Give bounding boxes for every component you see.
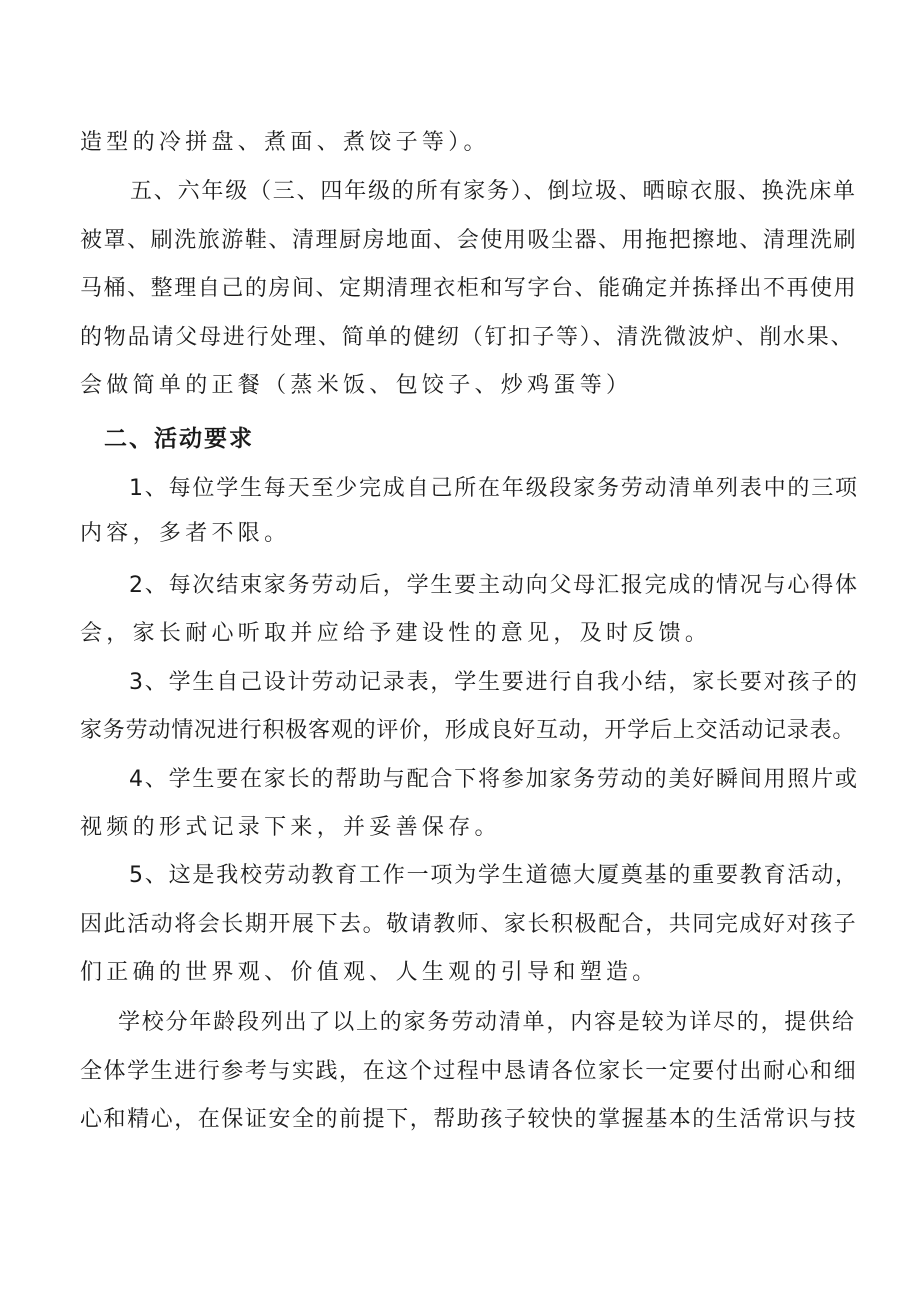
text-line: 学校分年龄段列出了以上的家务劳动清单，内容是较为详尽的，提供给 [118, 1010, 856, 1035]
text-line: 被罩、刷洗旅游鞋、清理厨房地面、会使用吸尘器、用拖把擦地、清理洗刷 [80, 228, 858, 253]
section-heading: 二、活动要求 [104, 426, 254, 452]
text-line: 视频的形式记录下来，并妥善保存。 [80, 815, 501, 840]
text-line: 5、这是我校劳动教育工作一项为学生道德大厦奠基的重要教育活动， [129, 863, 859, 888]
text-line: 的物品请父母进行处理、简单的健纫（钉扣子等）、清洗微波炉、削水果、 [80, 325, 855, 350]
text-line: 会，家长耐心听取并应给予建设性的意见，及时反馈。 [80, 621, 712, 646]
text-line: 心和精心，在保证安全的前提下，帮助孩子较快的掌握基本的生活常识与技 [80, 1107, 858, 1132]
text-line: 家务劳动情况进行积极客观的评价，形成良好互动，开学后上交活动记录表。 [80, 718, 856, 743]
text-line: 1、每位学生每天至少完成自己所在年级段家务劳动清单列表中的三项 [129, 476, 859, 501]
text-line: 4、学生要在家长的帮助与配合下将参加家务劳动的美好瞬间用照片或 [129, 767, 859, 792]
text-line: 五、六年级（三、四年级的所有家务）、倒垃圾、晒晾衣服、换洗床单 [130, 179, 857, 204]
text-line: 因此活动将会长期开展下去。敬请教师、家长积极配合，共同完成好对孩子 [80, 912, 858, 937]
text-line: 造型的冷拼盘、煮面、煮饺子等）。 [80, 130, 490, 155]
text-line: 2、每次结束家务劳动后，学生要主动向父母汇报完成的情况与心得体 [129, 573, 859, 598]
text-line: 内容，多者不限。 [80, 521, 291, 546]
text-line: 全体学生进行参考与实践，在这个过程中恳请各位家长一定要付出耐心和细 [80, 1059, 858, 1084]
text-line: 马桶、整理自己的房间、定期清理衣柜和写字台、能确定并拣择出不再使用 [80, 276, 858, 301]
text-line: 们正确的世界观、价值观、人生观的引导和塑造。 [80, 960, 659, 985]
text-line: 会做简单的正餐（蒸米饭、包饺子、炒鸡蛋等） [80, 373, 633, 398]
text-line: 3、学生自己设计劳动记录表，学生要进行自我小结，家长要对孩子的 [129, 670, 859, 695]
